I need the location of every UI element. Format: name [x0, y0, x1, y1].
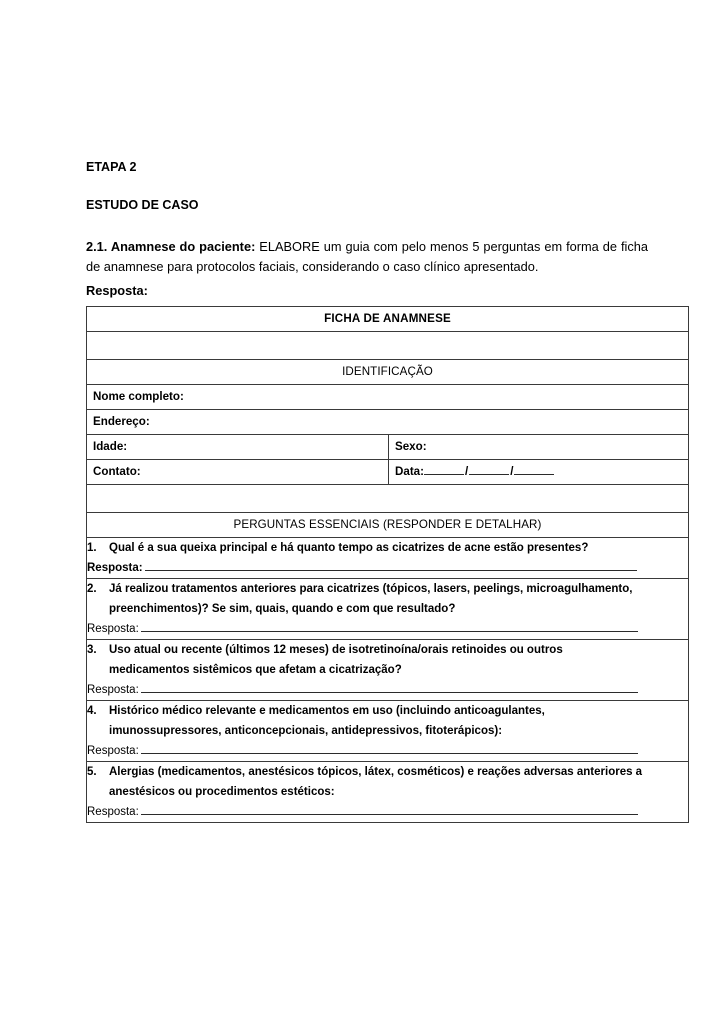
question-number: 3.	[87, 644, 97, 656]
date-year-blank[interactable]	[514, 464, 554, 475]
question-cell-1	[87, 538, 689, 579]
question-number: 5.	[87, 766, 97, 778]
field-idade-cell[interactable]	[87, 435, 389, 460]
question-text: Alergias (medicamentos, anestésicos tópicos, látex, cosméticos) e reações adversas anteriores a	[109, 766, 643, 778]
section-title: ESTUDO DE CASO	[86, 198, 199, 212]
identification-header-cell	[87, 360, 689, 385]
field-label-idade: Idade:	[93, 440, 128, 453]
spacer-content	[87, 332, 688, 359]
answer-blank-line[interactable]	[141, 803, 638, 815]
questions-header-cell	[87, 513, 689, 538]
question-second-line: imunossupressores, anticoncepcionais, antidepressivos, fitoterápicos):	[109, 725, 503, 737]
answer-prefix: Resposta:	[87, 745, 139, 757]
question-text: Uso atual ou recente (últimos 12 meses) de isotretinoína/orais retinoides ou outros	[109, 644, 563, 656]
answer-blank-line[interactable]	[141, 681, 638, 693]
table-row-nome	[87, 385, 689, 410]
answer-blank-line[interactable]	[145, 559, 637, 571]
table-row-question	[87, 701, 689, 762]
question-first-line	[87, 701, 688, 721]
table-row-question	[87, 762, 689, 823]
field-label-sexo: Sexo:	[395, 440, 427, 453]
section-label: ETAPA 2	[86, 160, 137, 174]
answer-prefix: Resposta:	[87, 684, 139, 696]
question-second-line: medicamentos sistêmicos que afetam a cicatrização?	[109, 664, 402, 676]
table-row-title	[87, 307, 689, 332]
field-endereco-cell[interactable]	[87, 410, 689, 435]
document-content	[86, 160, 648, 823]
question-first-line	[87, 762, 688, 782]
spacer	[86, 175, 648, 198]
answer-prefix: Resposta:	[87, 562, 143, 574]
question-cell-5	[87, 762, 689, 823]
question-number: 1.	[87, 542, 97, 554]
question-text: Histórico médico relevante e medicamentos em uso (incluindo anticoagulantes,	[109, 705, 545, 717]
question-text: Já realizou tratamentos anteriores para cicatrizes (tópicos, lasers, peelings, microagulhamento,	[109, 583, 633, 595]
questions-header: PERGUNTAS ESSENCIAIS (RESPONDER E DETALHAR)	[233, 518, 542, 531]
answer-blank-line[interactable]	[141, 742, 638, 754]
answer-prefix: Resposta:	[87, 806, 139, 818]
answer-row[interactable]	[87, 680, 688, 700]
field-label-data: Data:	[395, 465, 424, 478]
identification-header: IDENTIFICAÇÃO	[342, 365, 433, 378]
question-cell-3	[87, 640, 689, 701]
date-month-blank[interactable]	[469, 464, 509, 475]
answer-row[interactable]	[87, 619, 688, 639]
question-number: 4.	[87, 705, 97, 717]
answer-row[interactable]	[87, 558, 688, 578]
answer-prefix: Resposta:	[87, 623, 139, 635]
field-sexo-cell[interactable]	[389, 435, 689, 460]
spacer	[86, 213, 648, 237]
prompt-paragraph	[86, 237, 648, 276]
question-second-line: anestésicos ou procedimentos estéticos:	[109, 786, 335, 798]
form-title: FICHA DE ANAMNESE	[324, 312, 451, 325]
table-row-questions-header	[87, 513, 689, 538]
table-row-spacer	[87, 332, 689, 360]
question-first-line	[87, 640, 688, 660]
field-contato-cell[interactable]	[87, 460, 389, 485]
question-first-line	[87, 538, 688, 558]
table-row-question	[87, 579, 689, 640]
date-separator: /	[465, 465, 469, 478]
answer-row[interactable]	[87, 741, 688, 761]
field-data-group	[389, 460, 688, 484]
field-data-cell[interactable]	[389, 460, 689, 485]
table-row-spacer	[87, 485, 689, 513]
spacer-cell	[87, 485, 689, 513]
date-day-blank[interactable]	[424, 464, 464, 475]
form-title-cell	[87, 307, 689, 332]
question-cell-4	[87, 701, 689, 762]
table-row-identification-header	[87, 360, 689, 385]
prompt-lead: 2.1. Anamnese do paciente:	[86, 239, 256, 254]
answer-row[interactable]	[87, 802, 688, 822]
table-row-question	[87, 538, 689, 579]
table-row-question	[87, 640, 689, 701]
table-row-endereco	[87, 410, 689, 435]
anamnesis-form-table	[86, 306, 689, 823]
question-cell-2	[87, 579, 689, 640]
field-label-contato: Contato:	[93, 465, 141, 478]
question-text: Qual é a sua queixa principal e há quanto tempo as cicatrizes de acne estão presentes?	[109, 542, 589, 554]
spacer-content	[87, 485, 688, 512]
question-number: 2.	[87, 583, 97, 595]
field-label-endereco: Endereço:	[93, 415, 150, 428]
field-nome-cell[interactable]	[87, 385, 689, 410]
answer-label: Resposta:	[86, 283, 148, 298]
table-row-idade-sexo	[87, 435, 689, 460]
field-label-nome: Nome completo:	[93, 390, 184, 403]
date-separator: /	[510, 465, 514, 478]
answer-blank-line[interactable]	[141, 620, 638, 632]
spacer-cell	[87, 332, 689, 360]
table-row-contato-data	[87, 460, 689, 485]
question-first-line	[87, 579, 688, 599]
prompt-body: ELABORE um guia com pelo menos 5 perguntas em forma de ficha de anamnese para protocolos faciais, considerando o caso clínico apresentado.	[86, 239, 648, 274]
question-second-line: preenchimentos)? Se sim, quais, quando e com que resultado?	[109, 603, 456, 615]
